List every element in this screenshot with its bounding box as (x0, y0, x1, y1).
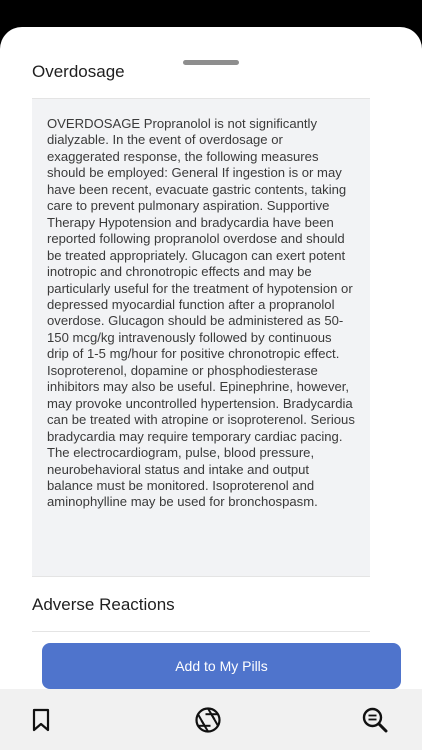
bottom-sheet (0, 27, 422, 750)
bookmark-icon (31, 708, 51, 732)
search-icon (361, 706, 389, 734)
tab-search[interactable] (345, 689, 405, 750)
overdosage-text: OVERDOSAGE Propranolol is not significantly dialyzable. In the event of overdosage or exaggerated response, the following measures should be employed: General If ingestion is or may have been recent, evacuate gastric contents, taking care to prevent pulmonary aspiration. Supportive Therapy Hypotension and bradycardia have been reported following propranolol overdose and should be treated appropriately. Glucagon can exert potent inotropic and chronotropic effects and may be particularly useful for the treatment of hypotension or depressed myocardial function after a propranolol overdose. Glucagon should be administered as 50-150 mcg/kg intravenously followed by continuous drip of 1-5 mg/hour for positive chronotropic effect. Isoproterenol, dopamine or phosphodiesterase inhibitors may also be useful. Epinephrine, however, may provoke uncontrolled hypertension. Bradycardia can be treated with atropine or isoproterenol. Serious bradycardia may require temporary cardiac pacing. The electrocardiogram, pulse, blood pressure, neurobehavioral status and intake and output balance must be monitored. Isoproterenol and aminophylline may be used for bronchospasm. (47, 116, 355, 510)
overdosage-content-panel (32, 99, 370, 576)
sheet-grabber-handle[interactable] (183, 60, 239, 65)
tab-bar (0, 689, 422, 750)
divider (32, 576, 370, 577)
divider (32, 631, 370, 632)
section-title-overdosage[interactable]: Overdosage (32, 62, 125, 81)
tab-identify[interactable] (178, 689, 238, 750)
section-title-adverse-reactions[interactable]: Adverse Reactions (32, 595, 175, 614)
tab-bookmarks[interactable] (11, 689, 71, 750)
add-to-my-pills-button[interactable]: Add to My Pills (42, 643, 401, 689)
aperture-icon (194, 706, 222, 734)
